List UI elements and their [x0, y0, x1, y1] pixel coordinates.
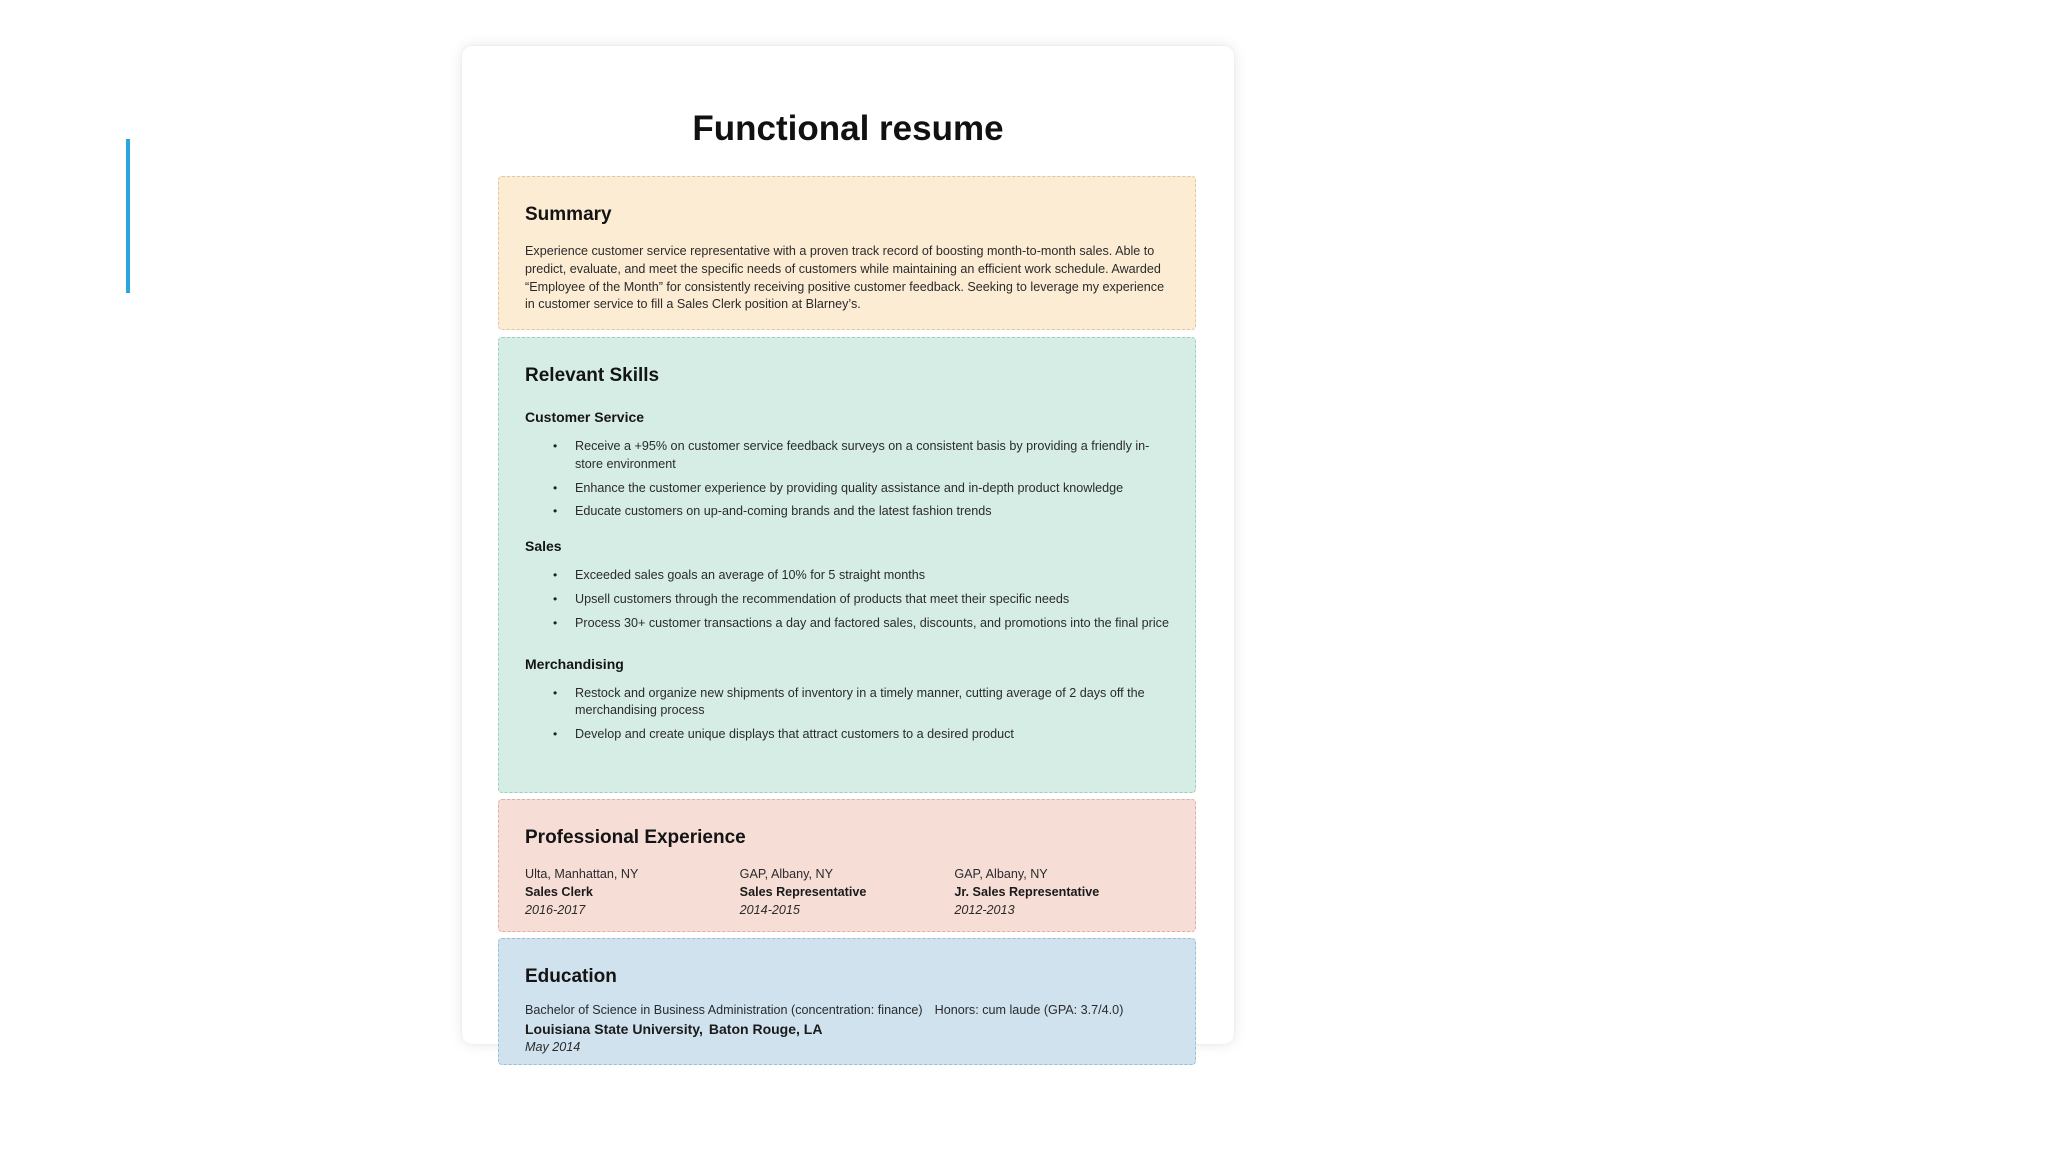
summary-section — [498, 176, 1196, 330]
document-title: Functional resume — [692, 109, 1004, 148]
skill-group-merchandising — [525, 655, 1169, 744]
job-role: Jr. Sales Representative — [954, 884, 1100, 899]
list-item: • Restock and organize new shipments of inventory in a timely manner, cutting average of 2 days off the merchandising process — [553, 685, 1145, 718]
skill-list — [525, 438, 1169, 521]
bullet-icon: • — [553, 480, 558, 495]
summary-heading: Summary — [525, 204, 612, 225]
education-school-line — [525, 1019, 1169, 1039]
job-years: 2014-2015 — [739, 902, 800, 917]
job-years: 2012-2013 — [954, 902, 1015, 917]
bullet-icon: • — [553, 615, 558, 630]
bullet-icon: • — [553, 568, 558, 583]
skill-group-title: Customer Service — [525, 409, 645, 425]
job-employer: GAP, Albany, NY — [739, 867, 834, 881]
resume-card — [462, 46, 1234, 1054]
list-item: • Process 30+ customer transactions a day and factored sales, discounts, and promotions into the final price — [553, 615, 1169, 633]
list-item: • Upsell customers through the recommendation of products that meet their specific needs — [553, 591, 1169, 609]
education-honors: Honors: cum laude (GPA: 3.7/4.0) — [934, 1003, 1124, 1017]
education-location: Baton Rouge, LA — [708, 1021, 823, 1037]
skills-section — [498, 337, 1196, 793]
bullet-icon: • — [553, 685, 558, 700]
job-entry — [525, 866, 740, 919]
skills-heading: Relevant Skills — [525, 365, 660, 386]
job-employer: Ulta, Manhattan, NY — [525, 867, 639, 881]
skill-group-customer-service — [525, 408, 1169, 521]
education-degree: Bachelor of Science in Business Administration (concentration: finance) — [525, 1003, 923, 1017]
education-heading: Education — [525, 966, 617, 987]
list-item: • Exceeded sales goals an average of 10% for 5 straight months — [553, 567, 1169, 585]
job-entry — [954, 866, 1169, 919]
job-role: Sales Representative — [739, 884, 867, 899]
job-entry — [740, 866, 955, 919]
job-list — [525, 866, 1169, 919]
experience-heading: Professional Experience — [525, 827, 746, 848]
skill-list — [525, 685, 1169, 744]
bullet-icon: • — [553, 727, 558, 742]
education-school: Louisiana State University, — [525, 1021, 703, 1037]
job-employer: GAP, Albany, NY — [954, 867, 1048, 881]
bullet-icon: • — [553, 591, 558, 606]
skill-list — [525, 567, 1169, 632]
education-degree-line — [525, 1001, 1169, 1019]
education-section — [498, 938, 1196, 1065]
bullet-icon: • — [553, 504, 558, 519]
skill-group-title: Merchandising — [525, 655, 624, 672]
list-item: • Receive a +95% on customer service feedback surveys on a consistent basis by providing a friendly in-store environment — [553, 439, 1150, 471]
education-date: May 2014 — [525, 1040, 581, 1054]
job-years: 2016-2017 — [525, 902, 586, 917]
accent-bar — [126, 139, 130, 293]
list-item: • Enhance the customer experience by providing quality assistance and in-depth product knowledge — [553, 480, 1169, 498]
bullet-icon: • — [553, 439, 558, 453]
list-item: • Educate customers on up-and-coming brands and the latest fashion trends — [553, 503, 1169, 521]
skill-group-sales — [525, 537, 1169, 632]
skill-group-title: Sales — [525, 538, 562, 555]
experience-section — [498, 799, 1196, 932]
job-role: Sales Clerk — [525, 884, 593, 899]
summary-text: Experience customer service representative with a proven track record of boosting month-to-month sales. Able to predict, evaluate, and meet the specific needs of customers while maintaining an efficient work schedule. Awarded “Employee of the Month” for consistently receiving positive customer feedback. Seeking to leverage my experience in customer service to fill a Sales Clerk position at Blarney’s. — [525, 244, 1165, 312]
list-item: • Develop and create unique displays that attract customers to a desired product — [553, 726, 1169, 744]
